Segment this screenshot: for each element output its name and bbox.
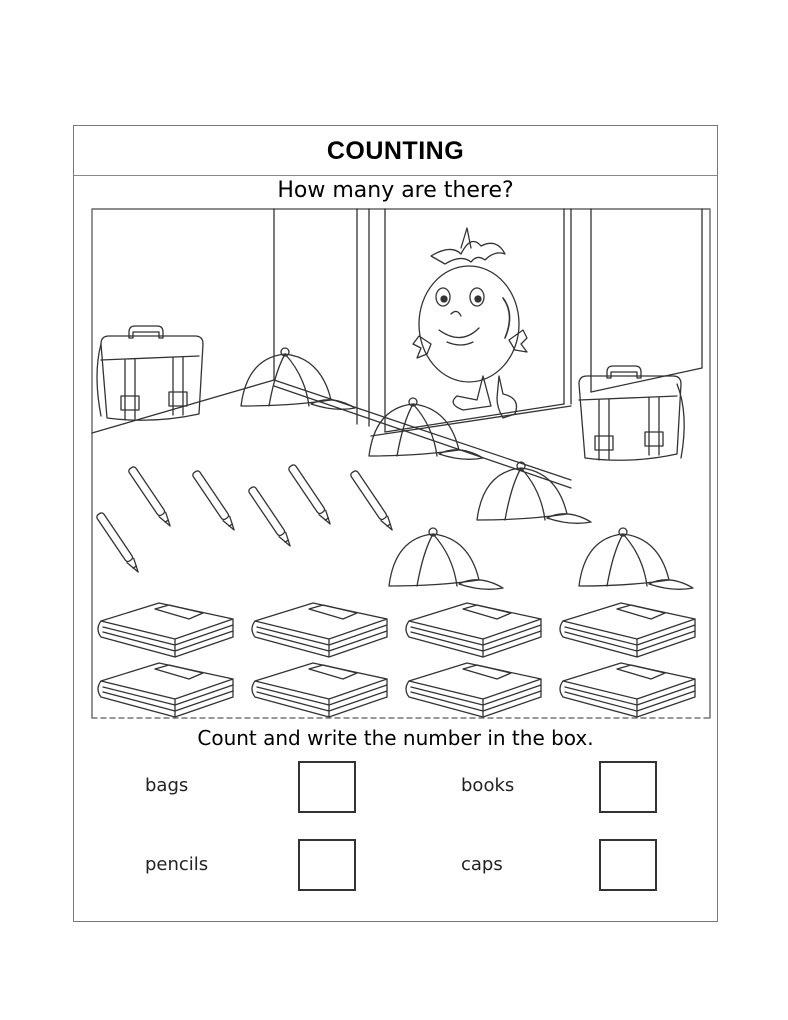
counting-illustration	[91, 208, 711, 718]
cap-icon-3	[477, 462, 591, 523]
cap-icon-1	[241, 348, 355, 409]
book-icon-1	[98, 603, 233, 657]
cap-icon-4	[389, 528, 503, 589]
answer-box-pencils[interactable]	[298, 839, 356, 891]
worksheet-question: How many are there?	[277, 178, 514, 203]
pencil-icon-4	[248, 486, 294, 549]
answer-label-pencils: pencils	[145, 854, 209, 875]
cap-icon-5	[579, 528, 693, 589]
book-icon-3	[406, 603, 541, 657]
title-band	[74, 126, 717, 176]
answer-box-books[interactable]	[599, 761, 657, 813]
pencil-icon-3	[192, 470, 238, 533]
answer-box-caps[interactable]	[599, 839, 657, 891]
answer-box-bags[interactable]	[298, 761, 356, 813]
book-icon-4	[560, 603, 695, 657]
pencil-icon-1	[96, 512, 142, 575]
pencil-icon-5	[288, 464, 334, 527]
tomato-character	[413, 228, 527, 418]
book-icon-8	[560, 663, 695, 717]
book-icon-6	[252, 663, 387, 717]
book-icon-5	[98, 663, 233, 717]
bag-icon-1	[97, 326, 203, 420]
room-walls	[92, 209, 702, 488]
pencil-icon-2	[128, 466, 174, 529]
book-icon-2	[252, 603, 387, 657]
pencil-icon-6	[350, 470, 396, 533]
worksheet-frame	[73, 125, 718, 922]
book-icon-7	[406, 663, 541, 717]
worksheet-title: COUNTING	[326, 137, 465, 165]
answer-label-bags: bags	[145, 775, 189, 796]
cap-icon-2	[369, 398, 483, 459]
answer-label-caps: caps	[461, 854, 503, 875]
worksheet-instruction: Count and write the number in the box.	[197, 726, 594, 750]
answer-label-books: books	[461, 775, 515, 796]
bag-icon-2	[579, 366, 684, 460]
